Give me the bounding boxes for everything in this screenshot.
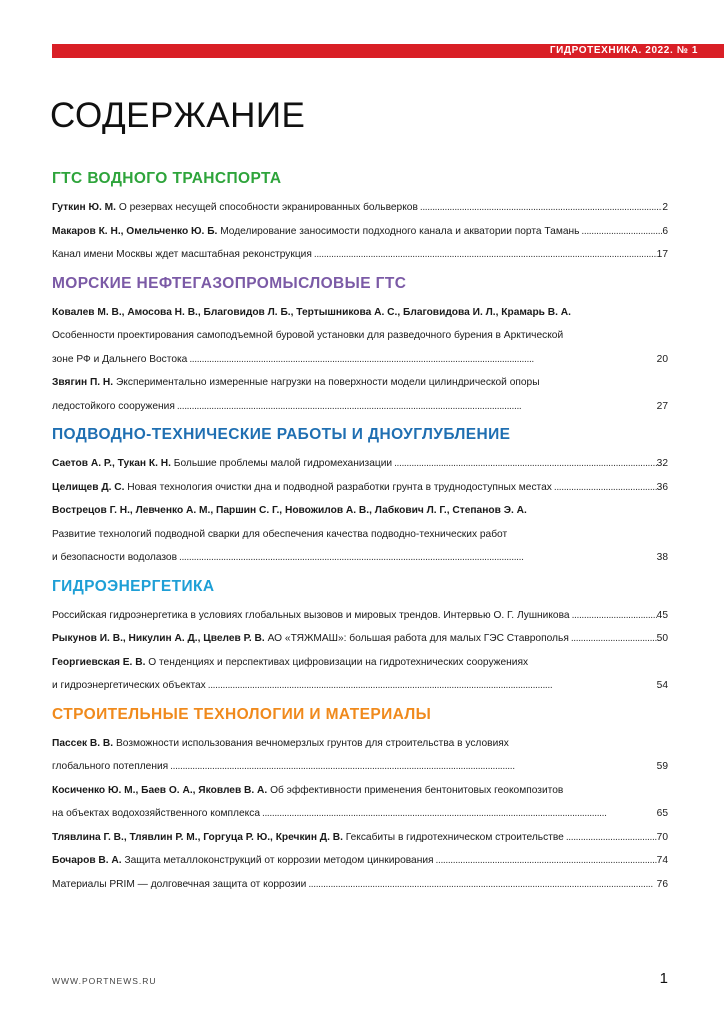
dot-leader (564, 826, 657, 850)
toc-entry[interactable] (52, 826, 668, 850)
section-heading: ПОДВОДНО-ТЕХНИЧЕСКИЕ РАБОТЫ И ДНОУГЛУБЛЕНИЕ (52, 426, 511, 443)
entry-title: Возможности использования вечномерзлых грунтов для строительства в условиях (115, 737, 509, 749)
entry-page-number: 27 (656, 400, 668, 412)
entry-title: Большие проблемы малой гидромеханизации (173, 458, 393, 469)
toc-section (52, 576, 668, 698)
entry-page-number: 54 (656, 680, 668, 691)
section-heading: МОРСКИЕ НЕФТЕГАЗОПРОМЫСЛОВЫЕ ГТС (52, 274, 407, 292)
footer-website[interactable]: WWW.PORTNEWS.RU (52, 976, 157, 986)
entry-page-number: 74 (656, 855, 668, 866)
entry-title: Особенности проектирования самоподъемной буровой установки для разведочного бурения в Арктической (52, 330, 564, 341)
entry-title: Гексабиты в гидротехническом строительстве (345, 831, 564, 843)
entry-authors: Целищев Д. С. (52, 481, 125, 493)
dot-leader (312, 243, 657, 267)
entry-page-number: 76 (656, 878, 668, 890)
dot-leader (570, 604, 657, 628)
entry-title: Новая технология очистки дна и подводной разработки грунта в труднодоступных местах (127, 481, 552, 493)
entry-title: Канал имени Москвы ждет масштабная реконструкция (52, 249, 312, 260)
entry-authors: Бочаров В. А. (52, 855, 122, 866)
entry-title: О тенденциях и перспективах цифровизации на гидротехнических сооружениях (148, 656, 529, 668)
entry-title: глобального потепления (52, 761, 169, 772)
toc-entry[interactable] (52, 732, 668, 779)
entry-title: Российская гидроэнергетика в условиях глобальных вызовов и мировых трендов. Интервью О. Г. Лушникова (52, 609, 570, 621)
entry-title: ледостойкого сооружения (52, 400, 175, 412)
toc-entry[interactable] (52, 779, 668, 826)
toc-entry[interactable] (52, 499, 668, 570)
dot-leader (418, 196, 662, 220)
entry-page-number: 45 (656, 609, 668, 621)
entry-authors: Ковалев М. В., Амосова Н. В., Благовидов Л. Б., Тертышникова А. С., Благовидова И. Л., Крамарь В. А. (52, 306, 571, 318)
entry-title: Защита металлоконструкций от коррозии методом цинкирования (124, 855, 434, 866)
entry-authors: Рыкунов И. В., Никулин А. Д., Цвелев Р. В. (52, 633, 265, 644)
section-heading: ГТС ВОДНОГО ТРАНСПОРТА (52, 170, 282, 187)
toc-section (52, 424, 668, 570)
dot-leader (434, 849, 657, 873)
entry-page-number: 17 (656, 249, 668, 260)
entry-title: О резервах несущей способности экранированных больверков (118, 202, 418, 213)
entry-authors: Пассек В. В. (52, 737, 114, 749)
dot-leader (187, 348, 656, 372)
dot-leader (168, 755, 657, 779)
entry-page-number: 59 (656, 761, 668, 772)
toc-entry[interactable] (52, 476, 668, 500)
entry-authors: Тлявлина Г. В., Тлявлин Р. М., Горгуца Р. Ю., Кречкин Д. В. (52, 831, 343, 843)
entry-authors: Вострецов Г. Н., Левченко А. М., Паршин С. Г., Новожилов А. В., Лабкович Л. Г., Степанов Э. А. (52, 505, 527, 516)
entry-page-number: 70 (656, 831, 668, 843)
entry-title: Моделирование заносимости подходного канала и акватории порта Тамань (220, 225, 580, 237)
entry-page-number: 6 (662, 225, 668, 237)
entry-title: на объектах водохозяйственного комплекса (52, 808, 261, 819)
entry-authors: Макаров К. Н., Омельченко Ю. Б. (52, 225, 218, 237)
entry-title: Материалы PRIM — долговечная защита от коррозии (52, 878, 307, 890)
toc-section (52, 273, 668, 419)
entry-authors: Гуткин Ю. М. (52, 202, 116, 213)
dot-leader (579, 220, 662, 244)
dot-leader (206, 674, 657, 698)
entry-title: Экспериментально измеренные нагрузки на поверхности модели цилиндрической опоры (115, 377, 540, 388)
entry-authors: Саетов А. Р., Тукан К. Н. (52, 458, 171, 469)
toc-entry[interactable] (52, 849, 668, 873)
entry-authors: Звягин П. Н. (52, 377, 114, 388)
toc-entry[interactable] (52, 220, 668, 244)
toc-section (52, 704, 668, 897)
entry-page-number: 50 (656, 633, 668, 644)
toc-entry[interactable] (52, 604, 668, 628)
entry-page-number: 20 (656, 353, 668, 365)
entry-page-number: 38 (656, 552, 668, 563)
entry-page-number: 36 (656, 481, 668, 493)
entry-page-number: 32 (656, 458, 668, 469)
section-heading: ГИДРОЭНЕРГЕТИКА (52, 577, 215, 595)
dot-leader (177, 546, 657, 570)
table-of-contents (52, 168, 668, 902)
toc-section (52, 168, 668, 267)
toc-entry[interactable] (52, 196, 668, 220)
toc-entry[interactable] (52, 452, 668, 476)
journal-header-bar: ГИДРОТЕХНИКА. 2022. № 1 (52, 44, 724, 58)
dot-leader (260, 802, 657, 826)
toc-entry[interactable] (52, 873, 668, 897)
dot-leader (552, 476, 657, 500)
toc-entry[interactable] (52, 651, 668, 698)
page-title: СОДЕРЖАНИЕ (50, 96, 306, 135)
entry-page-number: 2 (662, 202, 668, 213)
entry-title: и гидроэнергетических объектах (52, 680, 206, 691)
toc-entry[interactable] (52, 243, 668, 267)
dot-leader (306, 873, 656, 897)
toc-entry[interactable] (52, 301, 668, 372)
entry-title: АО «ТЯЖМАШ»: большая работа для малых ГЭС Ставрополья (267, 633, 569, 644)
toc-entry[interactable] (52, 371, 668, 418)
entry-title: зоне РФ и Дальнего Востока (52, 353, 188, 365)
entry-page-number: 65 (656, 808, 668, 819)
footer-page-number: 1 (659, 970, 668, 987)
dot-leader (569, 627, 657, 651)
entry-title: Об эффективности применения бентонитовых геокомпозитов (270, 784, 564, 796)
toc-entry[interactable] (52, 627, 668, 651)
dot-leader (175, 395, 657, 419)
dot-leader (392, 452, 657, 476)
entry-authors: Косиченко Ю. М., Баев О. А., Яковлев В. А. (52, 784, 268, 796)
section-heading: СТРОИТЕЛЬНЫЕ ТЕХНОЛОГИИ И МАТЕРИАЛЫ (52, 705, 432, 723)
entry-title: и безопасности водолазов (52, 552, 178, 563)
entry-title: Развитие технологий подводной сварки для обеспечения качества подводно-технических работ (52, 528, 508, 540)
entry-authors: Георгиевская Е. В. (52, 656, 146, 668)
